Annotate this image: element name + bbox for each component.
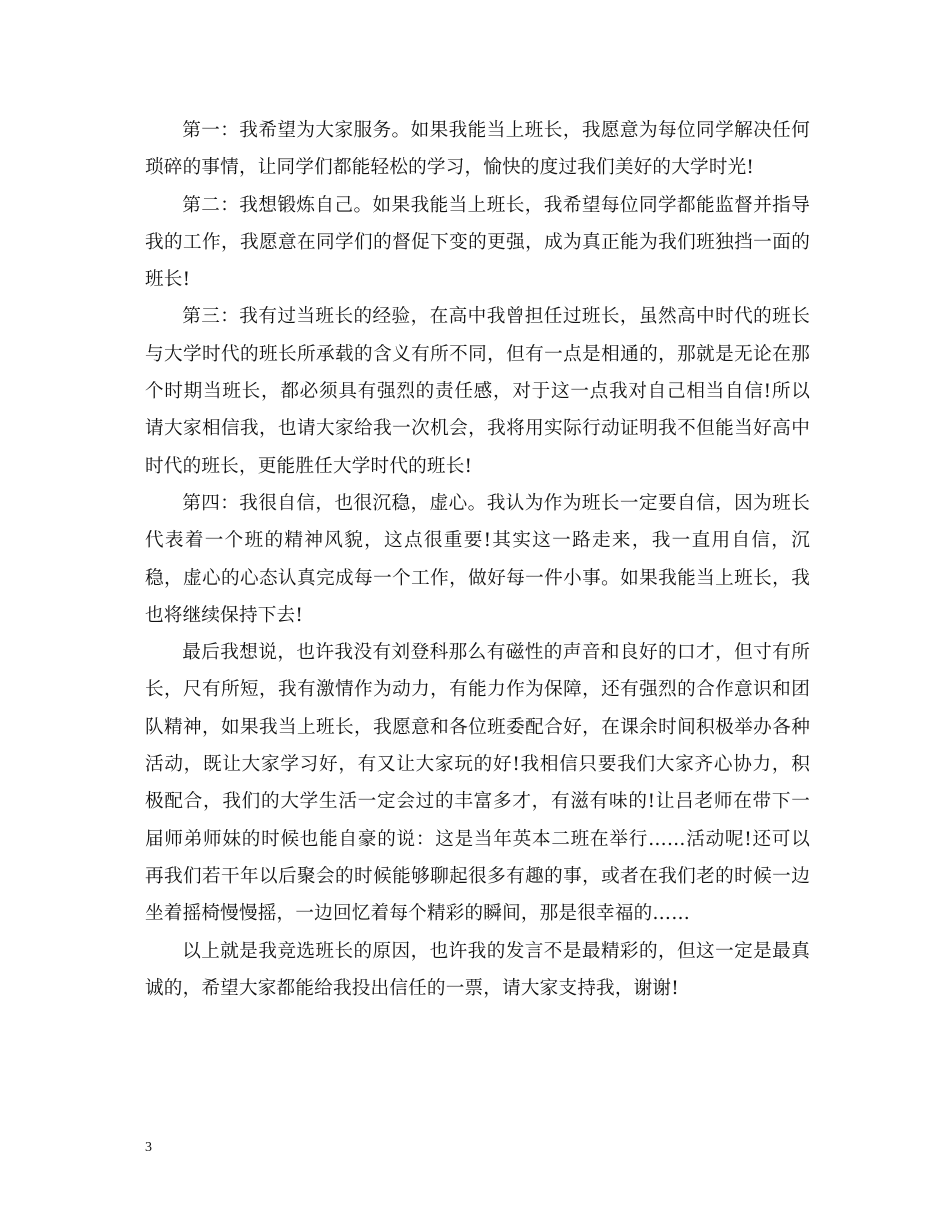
page-number: 3 (145, 1140, 152, 1155)
paragraph-4: 第四：我很自信，也很沉稳，虚心。我认为作为班长一定要自信，因为班长代表着一个班的精神风貌，这点很重要!其实这一路走来，我一直用自信，沉稳，虚心的心态认真完成每一个工作，做好每一件小事。如果我能当上班长，我也将继续保持下去! (145, 492, 810, 626)
document-body (145, 112, 810, 1007)
paragraph-1: 第一：我希望为大家服务。如果我能当上班长，我愿意为每位同学解决任何琐碎的事情，让同学们都能轻松的学习，愉快的度过我们美好的大学时光! (145, 120, 810, 179)
paragraph-2: 第二：我想锻炼自己。如果我能当上班长，我希望每位同学都能监督并指导我的工作，我愿意在同学们的督促下变的更强，成为真正能为我们班独挡一面的班长! (145, 194, 810, 291)
paragraph-3: 第三：我有过当班长的经验，在高中我曾担任过班长，虽然高中时代的班长与大学时代的班长所承载的含义有所不同，但有一点是相通的，那就是无论在那个时期当班长，都必须具有强烈的责任感，对于这一点我对自己相当自信!所以请大家相信我，也请大家给我一次机会，我将用实际行动证明我不但能当好高中时代的班长，更能胜任大学时代的班长! (145, 306, 810, 477)
paragraph-5: 最后我想说，也许我没有刘登科那么有磁性的声音和良好的口才，但寸有所长，尺有所短，我有激情作为动力，有能力作为保障，还有强烈的合作意识和团队精神，如果我当上班长，我愿意和各位班委配合好，在课余时间积极举办各种活动，既让大家学习好，有又让大家玩的好!我相信只要我们大家齐心协力，积极配合，我们的大学生活一定会过的丰富多才，有滋有味的!让吕老师在带下一届师弟师妹的时候也能自豪的说：这是当年英本二班在举行……活动呢!还可以再我们若干年以后聚会的时候能够聊起很多有趣的事，或者在我们老的时候一边坐着摇椅慢慢摇，一边回忆着每个精彩的瞬间，那是很幸福的…… (145, 642, 810, 925)
paragraph-6: 以上就是我竞选班长的原因，也许我的发言不是最精彩的，但这一定是最真诚的，希望大家都能给我投出信任的一票，请大家支持我，谢谢! (145, 940, 810, 999)
